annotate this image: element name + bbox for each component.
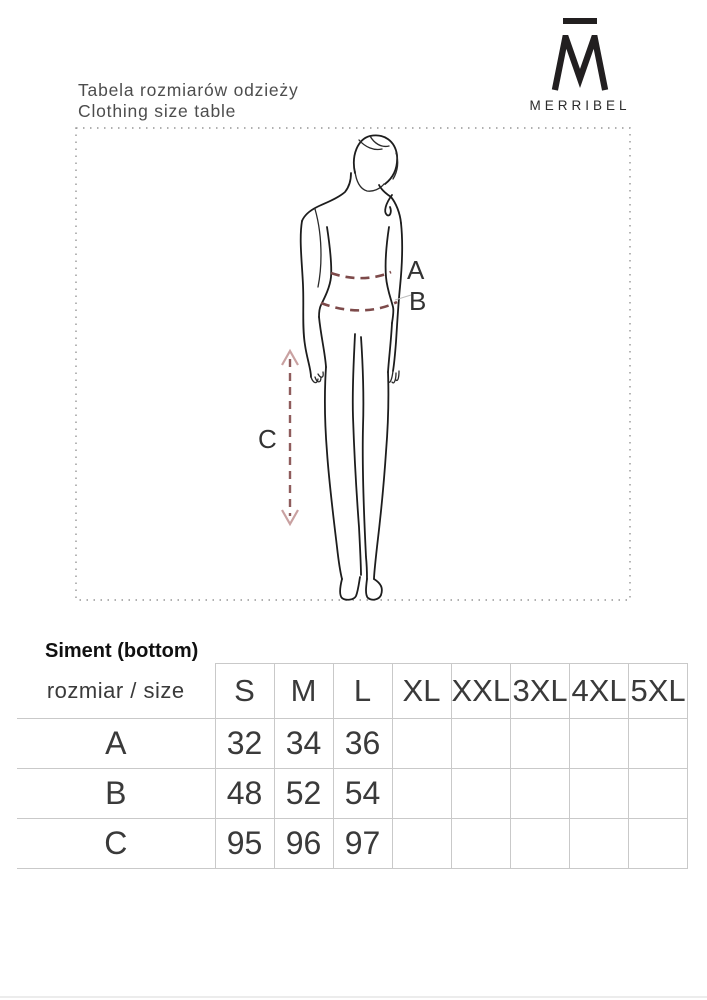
size-cell bbox=[629, 769, 688, 819]
measure-c-label: C bbox=[258, 424, 277, 454]
size-cell: 52 bbox=[274, 769, 333, 819]
row-label: C bbox=[17, 819, 215, 869]
brand-wordmark: MERRIBEL bbox=[529, 98, 631, 113]
measurement-diagram bbox=[75, 127, 631, 601]
size-cell bbox=[451, 819, 511, 869]
size-cell: 96 bbox=[274, 819, 333, 869]
mannequin-figure bbox=[301, 135, 402, 599]
title-english: Clothing size table bbox=[78, 101, 237, 121]
size-cell: 97 bbox=[333, 819, 392, 869]
table-row-b bbox=[17, 769, 688, 819]
size-cell bbox=[511, 819, 570, 869]
size-col-header: 3XL bbox=[511, 664, 570, 719]
size-header-row bbox=[17, 664, 688, 719]
table-row-c bbox=[17, 819, 688, 869]
page-bottom-divider bbox=[0, 996, 707, 998]
size-cell bbox=[570, 819, 629, 869]
size-cell bbox=[511, 719, 570, 769]
size-cell: 32 bbox=[215, 719, 274, 769]
measure-a-dash-line bbox=[331, 272, 391, 278]
size-cell bbox=[511, 769, 570, 819]
size-cell: 54 bbox=[333, 769, 392, 819]
size-col-header: S bbox=[215, 664, 274, 719]
size-cell bbox=[570, 769, 629, 819]
size-table bbox=[17, 663, 688, 869]
size-cell: 36 bbox=[333, 719, 392, 769]
logo-bar-icon bbox=[563, 18, 597, 24]
size-cell bbox=[451, 719, 511, 769]
size-cell bbox=[392, 819, 451, 869]
size-cell: 95 bbox=[215, 819, 274, 869]
size-cell bbox=[392, 719, 451, 769]
size-col-header: XXL bbox=[451, 664, 511, 719]
corner-label: rozmiar / size bbox=[17, 664, 215, 719]
size-cell bbox=[570, 719, 629, 769]
size-col-header: 5XL bbox=[629, 664, 688, 719]
size-col-header: 4XL bbox=[570, 664, 629, 719]
size-cell bbox=[451, 769, 511, 819]
product-title: Siment (bottom) bbox=[45, 640, 199, 662]
brand-logo bbox=[527, 18, 633, 113]
size-cell: 48 bbox=[215, 769, 274, 819]
size-cell bbox=[392, 769, 451, 819]
row-label: A bbox=[17, 719, 215, 769]
page-title bbox=[78, 80, 299, 122]
size-cell: 34 bbox=[274, 719, 333, 769]
measure-c-arrow bbox=[282, 351, 298, 524]
measure-b-dash-line bbox=[321, 302, 397, 310]
size-cell bbox=[629, 819, 688, 869]
size-col-header: M bbox=[274, 664, 333, 719]
size-cell bbox=[629, 719, 688, 769]
measure-a-label: A bbox=[407, 255, 425, 285]
size-col-header: XL bbox=[392, 664, 451, 719]
row-label: B bbox=[17, 769, 215, 819]
table-row-a bbox=[17, 719, 688, 769]
title-polish: Tabela rozmiarów odzieży bbox=[78, 80, 299, 100]
size-col-header: L bbox=[333, 664, 392, 719]
logo-m-icon bbox=[551, 35, 609, 91]
measure-b-label: B bbox=[409, 286, 427, 316]
